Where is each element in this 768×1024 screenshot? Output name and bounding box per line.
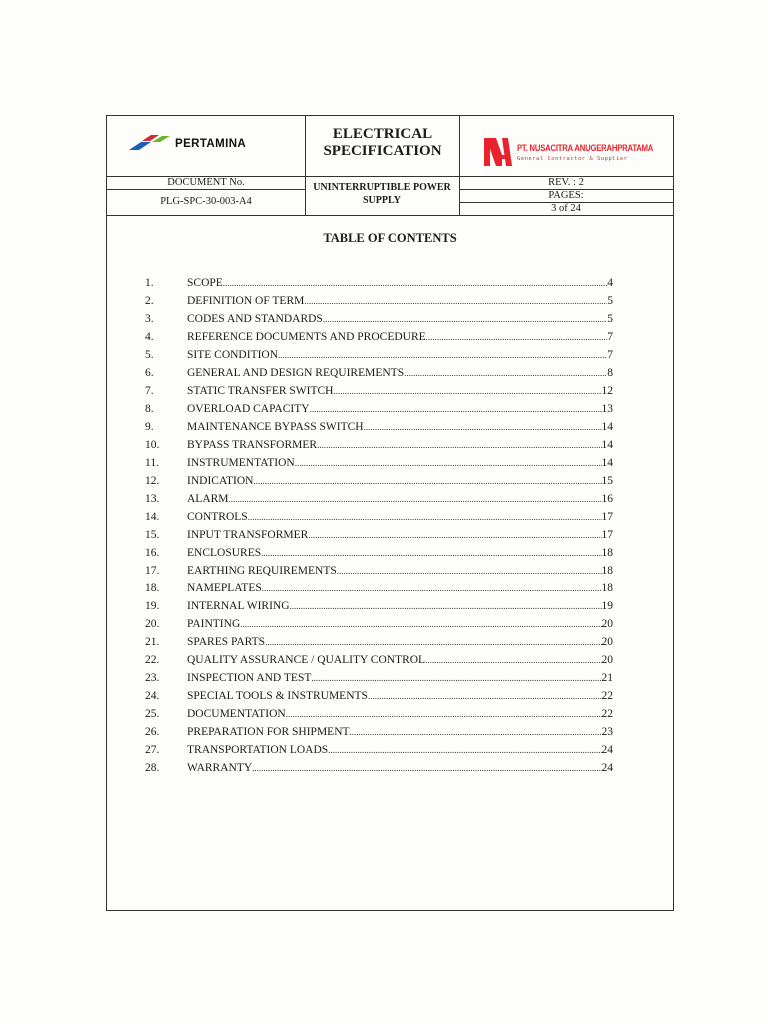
toc-item-entry <box>187 510 613 524</box>
toc-item-leader <box>223 276 607 290</box>
document-subject: UNINTERRUPTIBLE POWER SUPPLY <box>313 182 451 206</box>
toc-item-entry <box>187 743 613 757</box>
toc-item-number: 18. <box>145 582 160 595</box>
toc-item-page: 20 <box>601 618 613 631</box>
toc-item-number: 21. <box>145 636 160 649</box>
toc-item-entry <box>187 348 613 362</box>
toc-item-label: INDICATION <box>187 474 254 487</box>
pertamina-logo <box>129 135 279 155</box>
toc-item-entry <box>187 384 613 398</box>
toc-item <box>145 635 613 653</box>
pages-count: 3 of 24 <box>551 203 581 214</box>
nusacitra-tagline: General Contractor & Supplier <box>517 156 628 162</box>
toc-item <box>145 330 613 348</box>
toc-item-page: 18 <box>601 564 613 577</box>
toc-item-entry <box>187 456 613 470</box>
toc-item-page: 17 <box>601 528 613 541</box>
toc-item-leader <box>229 492 602 506</box>
toc-item-entry <box>187 671 613 685</box>
toc-item-entry <box>187 366 613 380</box>
toc-item <box>145 402 613 420</box>
toc-item-entry <box>187 420 613 434</box>
toc-item-leader <box>323 312 607 326</box>
toc-item-number: 6. <box>145 366 154 379</box>
toc-item-number: 1. <box>145 277 154 289</box>
toc-item-leader <box>333 384 601 398</box>
toc-item-leader <box>295 456 602 470</box>
toc-item-number: 7. <box>145 384 154 397</box>
toc-item-leader <box>252 761 601 775</box>
toc-item-number: 26. <box>145 726 160 739</box>
toc-item-label: ENCLOSURES <box>187 546 262 559</box>
toc-item-entry <box>187 492 613 506</box>
toc-item-leader <box>248 510 602 524</box>
toc-item-label: CONTROLS <box>187 510 248 523</box>
toc-item-leader <box>404 366 607 380</box>
nusacitra-logo-icon <box>482 135 514 169</box>
toc-item-leader <box>311 671 601 685</box>
nusacitra-name: PT. NUSACITRA ANUGERAHPRATAMA <box>517 143 654 153</box>
toc-item-page: 22 <box>601 708 613 721</box>
toc-item-page: 21 <box>601 672 613 685</box>
toc-item-number: 24. <box>145 690 160 703</box>
toc-item <box>145 276 613 294</box>
toc-item-entry <box>187 725 613 739</box>
toc-item-page: 7 <box>607 348 613 361</box>
toc-item-entry <box>187 564 613 578</box>
toc-item-page: 16 <box>601 492 613 505</box>
toc-item-number: 11. <box>145 456 159 469</box>
toc-item-page: 15 <box>601 474 613 487</box>
toc-item-entry <box>187 707 613 721</box>
toc-item <box>145 384 613 402</box>
toc-title: TABLE OF CONTENTS <box>323 231 457 245</box>
toc-item-number: 9. <box>145 420 154 433</box>
toc-item-entry <box>187 276 613 290</box>
toc-item-label: QUALITY ASSURANCE / QUALITY CONTROL <box>187 654 426 667</box>
toc-item-label: SITE CONDITION <box>187 348 279 361</box>
toc-item-entry <box>187 402 613 416</box>
toc-item-number: 25. <box>145 708 160 721</box>
toc-item-label: PAINTING <box>187 618 241 631</box>
toc-item-leader <box>426 330 608 344</box>
document-frame <box>106 115 674 911</box>
toc-item-page: 20 <box>601 654 613 667</box>
toc-item-label: SPECIAL TOOLS & INSTRUMENTS <box>187 690 368 703</box>
toc-item-label: REFERENCE DOCUMENTS AND PROCEDURE <box>187 330 426 343</box>
toc-item-leader <box>262 581 602 595</box>
toc-item-label: EARTHING REQUIREMENTS <box>187 564 337 577</box>
toc-item <box>145 474 613 492</box>
toc-item-leader <box>310 402 602 416</box>
toc-item-number: 2. <box>145 294 154 307</box>
toc-item-label: INSTRUMENTATION <box>187 456 295 469</box>
toc-item-number: 10. <box>145 438 160 451</box>
toc-item <box>145 689 613 707</box>
toc-item <box>145 671 613 689</box>
toc-item-number: 14. <box>145 510 160 523</box>
toc-item <box>145 599 613 617</box>
toc-item-number: 16. <box>145 546 160 559</box>
toc-item <box>145 653 613 671</box>
toc-item <box>145 312 613 330</box>
toc-item-label: MAINTENANCE BYPASS SWITCH <box>187 420 364 433</box>
toc-item-page: 8 <box>607 366 613 379</box>
toc-item-label: GENERAL AND DESIGN REQUIREMENTS <box>187 366 405 379</box>
toc-item-number: 23. <box>145 672 160 685</box>
toc-item <box>145 510 613 528</box>
toc-item-entry <box>187 653 613 667</box>
toc-item-leader <box>364 420 602 434</box>
toc-item-number: 28. <box>145 762 160 775</box>
toc-item-page: 14 <box>601 438 613 451</box>
toc-item-number: 27. <box>145 744 160 757</box>
toc-item <box>145 743 613 761</box>
toc-item <box>145 492 613 510</box>
toc-item-entry <box>187 474 613 488</box>
toc-item-page: 20 <box>601 636 613 649</box>
toc-item <box>145 528 613 546</box>
toc-item-label: NAMEPLATES <box>187 582 262 595</box>
toc-item-leader <box>290 599 602 613</box>
toc-item-number: 8. <box>145 402 154 415</box>
toc-item-page: 5 <box>607 294 613 307</box>
toc-item-entry <box>187 761 613 775</box>
revision: REV. : 2 <box>548 177 584 188</box>
toc-item <box>145 348 613 366</box>
toc-item-number: 12. <box>145 474 160 487</box>
toc-item <box>145 294 613 312</box>
toc-item-page: 22 <box>601 690 613 703</box>
toc-item-page: 17 <box>601 510 613 523</box>
toc-item-number: 13. <box>145 492 160 505</box>
toc-item-entry <box>187 617 613 631</box>
toc-item-page: 7 <box>607 330 613 343</box>
toc-item-page: 24 <box>601 762 613 775</box>
toc-item-leader <box>328 743 601 757</box>
toc-item-label: INPUT TRANSFORMER <box>187 528 309 541</box>
toc-item-page: 13 <box>601 402 613 415</box>
toc-item-label: DEFINITION OF TERM <box>187 294 305 307</box>
toc-item-page: 14 <box>601 456 613 469</box>
toc-item-leader <box>304 294 607 308</box>
toc-item-page: 14 <box>601 420 613 433</box>
toc-item-leader <box>286 707 602 721</box>
toc-item-number: 22. <box>145 654 160 667</box>
toc-item-leader <box>240 617 601 631</box>
toc-item <box>145 438 613 456</box>
document-type-title: ELECTRICAL SPECIFICATION <box>323 126 442 159</box>
header-bottom-border <box>107 215 673 216</box>
pages-label: PAGES: <box>548 190 584 201</box>
document-no-value: PLG-SPC-30-003-A4 <box>160 196 252 207</box>
toc-item-number: 5. <box>145 348 154 361</box>
toc-item-number: 4. <box>145 330 154 343</box>
toc-item-number: 20. <box>145 618 160 631</box>
toc-item-page: 5 <box>607 312 613 325</box>
toc-item <box>145 564 613 582</box>
toc-item-page: 23 <box>601 726 613 739</box>
toc-item-leader <box>317 438 601 452</box>
toc-item-label: BYPASS TRANSFORMER <box>187 438 318 451</box>
toc-item-page: 18 <box>601 582 613 595</box>
toc-item <box>145 581 613 599</box>
toc-item <box>145 617 613 635</box>
toc-item-leader <box>265 635 601 649</box>
toc-item-leader <box>350 725 602 739</box>
toc-item-label: INSPECTION AND TEST <box>187 672 312 685</box>
toc-item-label: SPARES PARTS <box>187 636 266 649</box>
toc-item-label: ALARM <box>187 492 229 505</box>
toc-item-number: 3. <box>145 312 154 325</box>
docno-divider <box>107 189 305 190</box>
toc-item-page: 19 <box>601 600 613 613</box>
toc-item-leader <box>278 348 607 362</box>
toc-item-label: OVERLOAD CAPACITY <box>187 402 310 415</box>
toc-item-entry <box>187 635 613 649</box>
toc-item-leader <box>261 546 601 560</box>
toc-item-label: INTERNAL WIRING <box>187 600 290 613</box>
toc-item-leader <box>425 653 601 667</box>
toc-item-leader <box>368 689 602 703</box>
toc-item <box>145 725 613 743</box>
toc-item-entry <box>187 312 613 326</box>
toc-item-label: SCOPE <box>187 277 223 289</box>
toc-item <box>145 761 613 779</box>
toc-item-number: 17. <box>145 564 160 577</box>
toc-item-label: PREPARATION FOR SHIPMENT <box>187 726 350 739</box>
pertamina-logo-icon <box>129 135 171 151</box>
toc-item-page: 24 <box>601 744 613 757</box>
toc-item-leader <box>253 474 601 488</box>
toc-item-page: 18 <box>601 546 613 559</box>
toc-item-page: 12 <box>601 384 613 397</box>
toc-item-entry <box>187 528 613 542</box>
toc-item-entry <box>187 581 613 595</box>
toc-item-entry <box>187 546 613 560</box>
toc-item-entry <box>187 689 613 703</box>
toc-item <box>145 707 613 725</box>
toc-item-label: DOCUMENTATION <box>187 708 286 721</box>
toc-item-label: TRANSPORTATION LOADS <box>187 744 329 757</box>
toc-item-entry <box>187 599 613 613</box>
toc-item-leader <box>337 564 602 578</box>
pertamina-wordmark: PERTAMINA <box>175 138 247 150</box>
toc-item-label: WARRANTY <box>187 762 253 775</box>
document-no-label: DOCUMENT No. <box>167 177 245 188</box>
toc-item-entry <box>187 330 613 344</box>
toc-item-entry <box>187 438 613 452</box>
toc-item <box>145 546 613 564</box>
toc-item-entry <box>187 294 613 308</box>
toc-item-number: 15. <box>145 528 160 541</box>
toc-item-page: 4 <box>607 277 613 289</box>
toc-item <box>145 420 613 438</box>
toc-item-leader <box>308 528 601 542</box>
toc-item-label: CODES AND STANDARDS <box>187 312 323 325</box>
toc-item <box>145 456 613 474</box>
toc-item-label: STATIC TRANSFER SWITCH <box>187 384 334 397</box>
toc-item <box>145 366 613 384</box>
toc-item-number: 19. <box>145 600 160 613</box>
